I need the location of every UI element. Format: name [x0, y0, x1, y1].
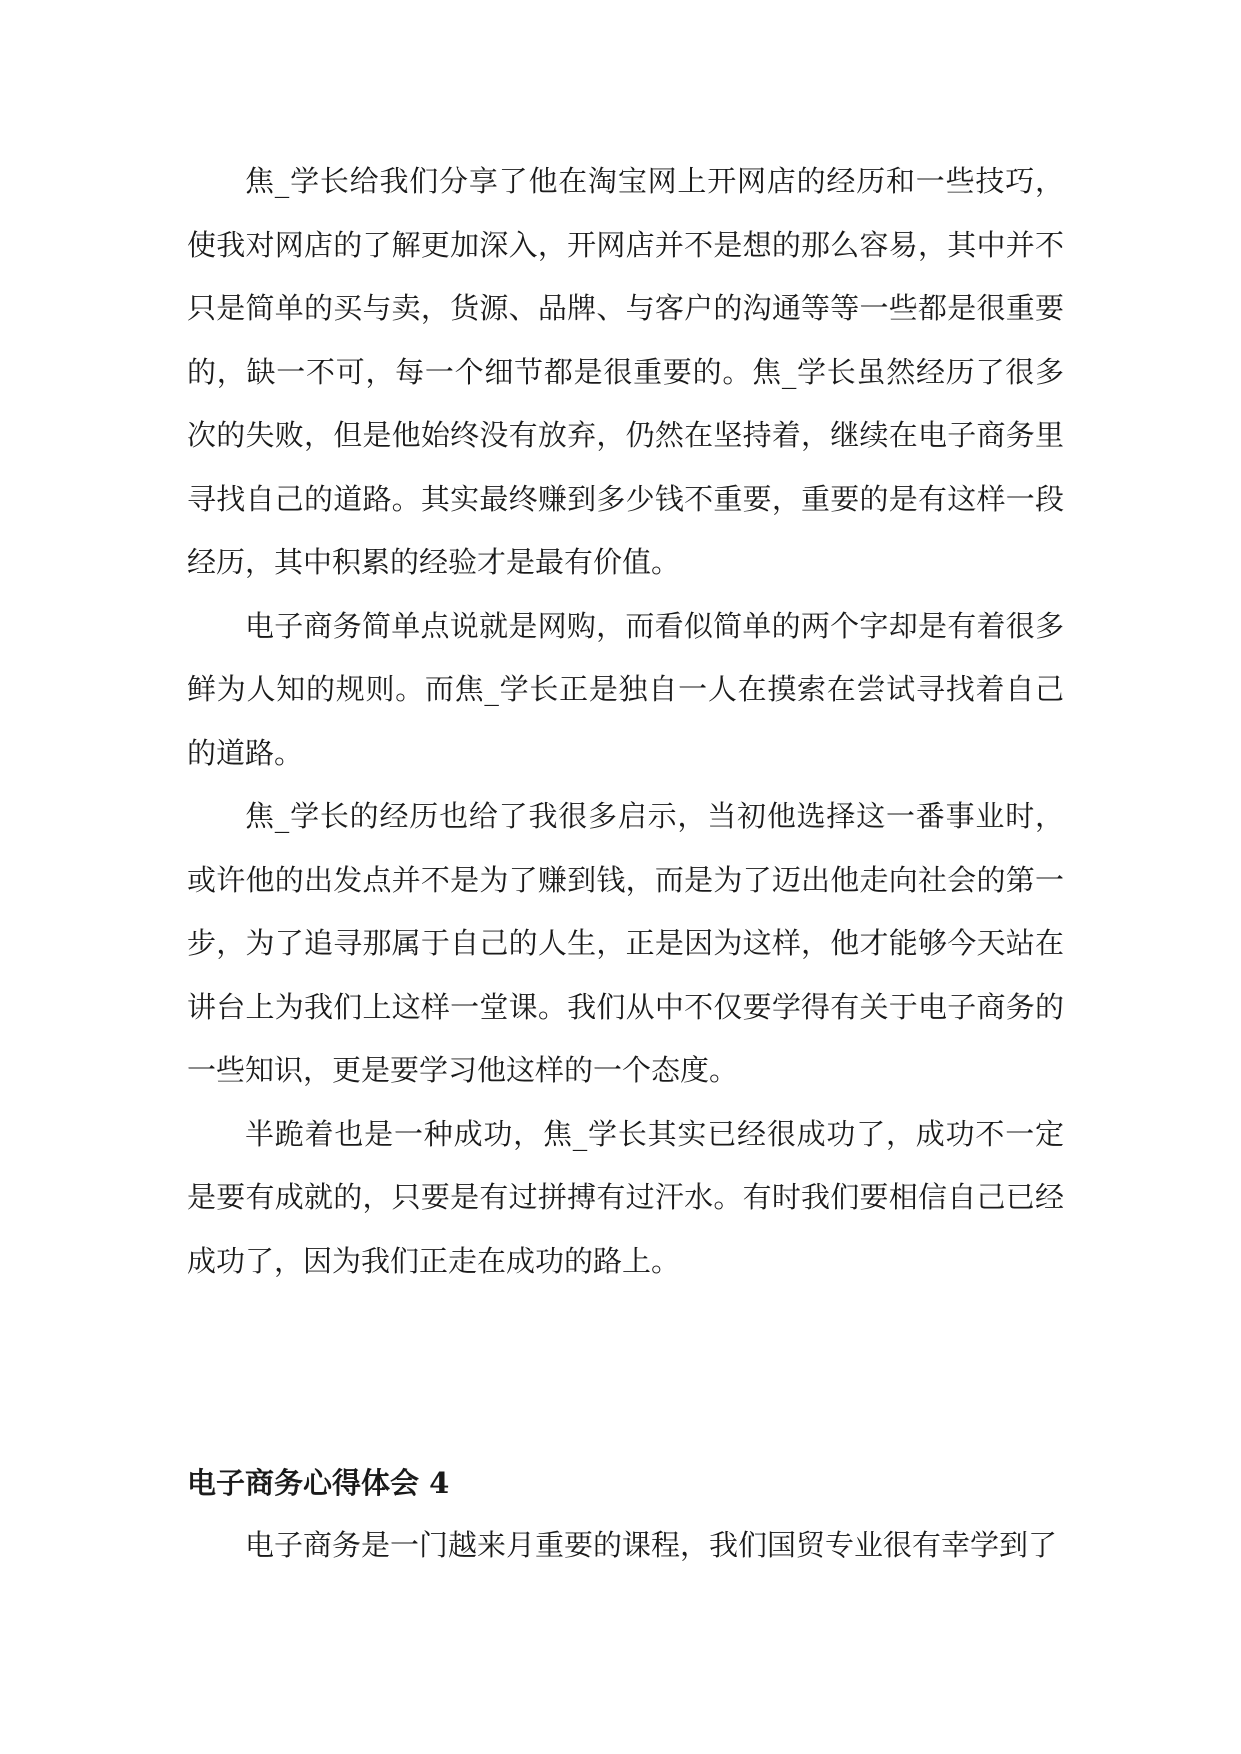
- paragraph-1: 焦_学长给我们分享了他在淘宝网上开网店的经历和一些技巧，使我对网店的了解更加深入，开网店并不是想的那么容易，其中并不只是简单的买与卖，货源、品牌、与客户的沟通等等一些都是很重要的，缺一不可，每一个细节都是很重要的。焦_学长虽然经历了很多次的失败，但是他始终没有放弃，仍然在坚持着，继续在电子商务里寻找自己的道路。其实最终赚到多少钱不重要，重要的是有这样一段经历，其中积累的经验才是最有价值。: [187, 164, 1064, 579]
- section-paragraph-1: 电子商务是一门越来月重要的课程，我们国贸专业很有幸学到了: [245, 1528, 1058, 1562]
- document-body: [187, 150, 1064, 1293]
- section-body: [187, 1514, 1064, 1578]
- paragraph-3: 焦_学长的经历也给了我很多启示，当初他选择这一番事业时，或许他的出发点并不是为了赚到钱，而是为了迈出他走向社会的第一步，为了追寻那属于自己的人生，正是因为这样，他才能够今天站在讲台上为我们上这样一堂课。我们从中不仅要学得有关于电子商务的一些知识，更是要学习他这样的一个态度。: [187, 799, 1064, 1087]
- paragraph-2: 电子商务简单点说就是网购，而看似简单的两个字却是有着很多鲜为人知的规则。而焦_学长正是独自一人在摸索在尝试寻找着自己的道路。: [187, 608, 1064, 770]
- section-heading: 电子商务心得体会 4: [187, 1466, 450, 1500]
- paragraph-4: 半跪着也是一种成功，焦_学长其实已经很成功了，成功不一定是要有成就的，只要是有过拼搏有过汗水。有时我们要相信自己已经成功了，因为我们正走在成功的路上。: [187, 1116, 1064, 1278]
